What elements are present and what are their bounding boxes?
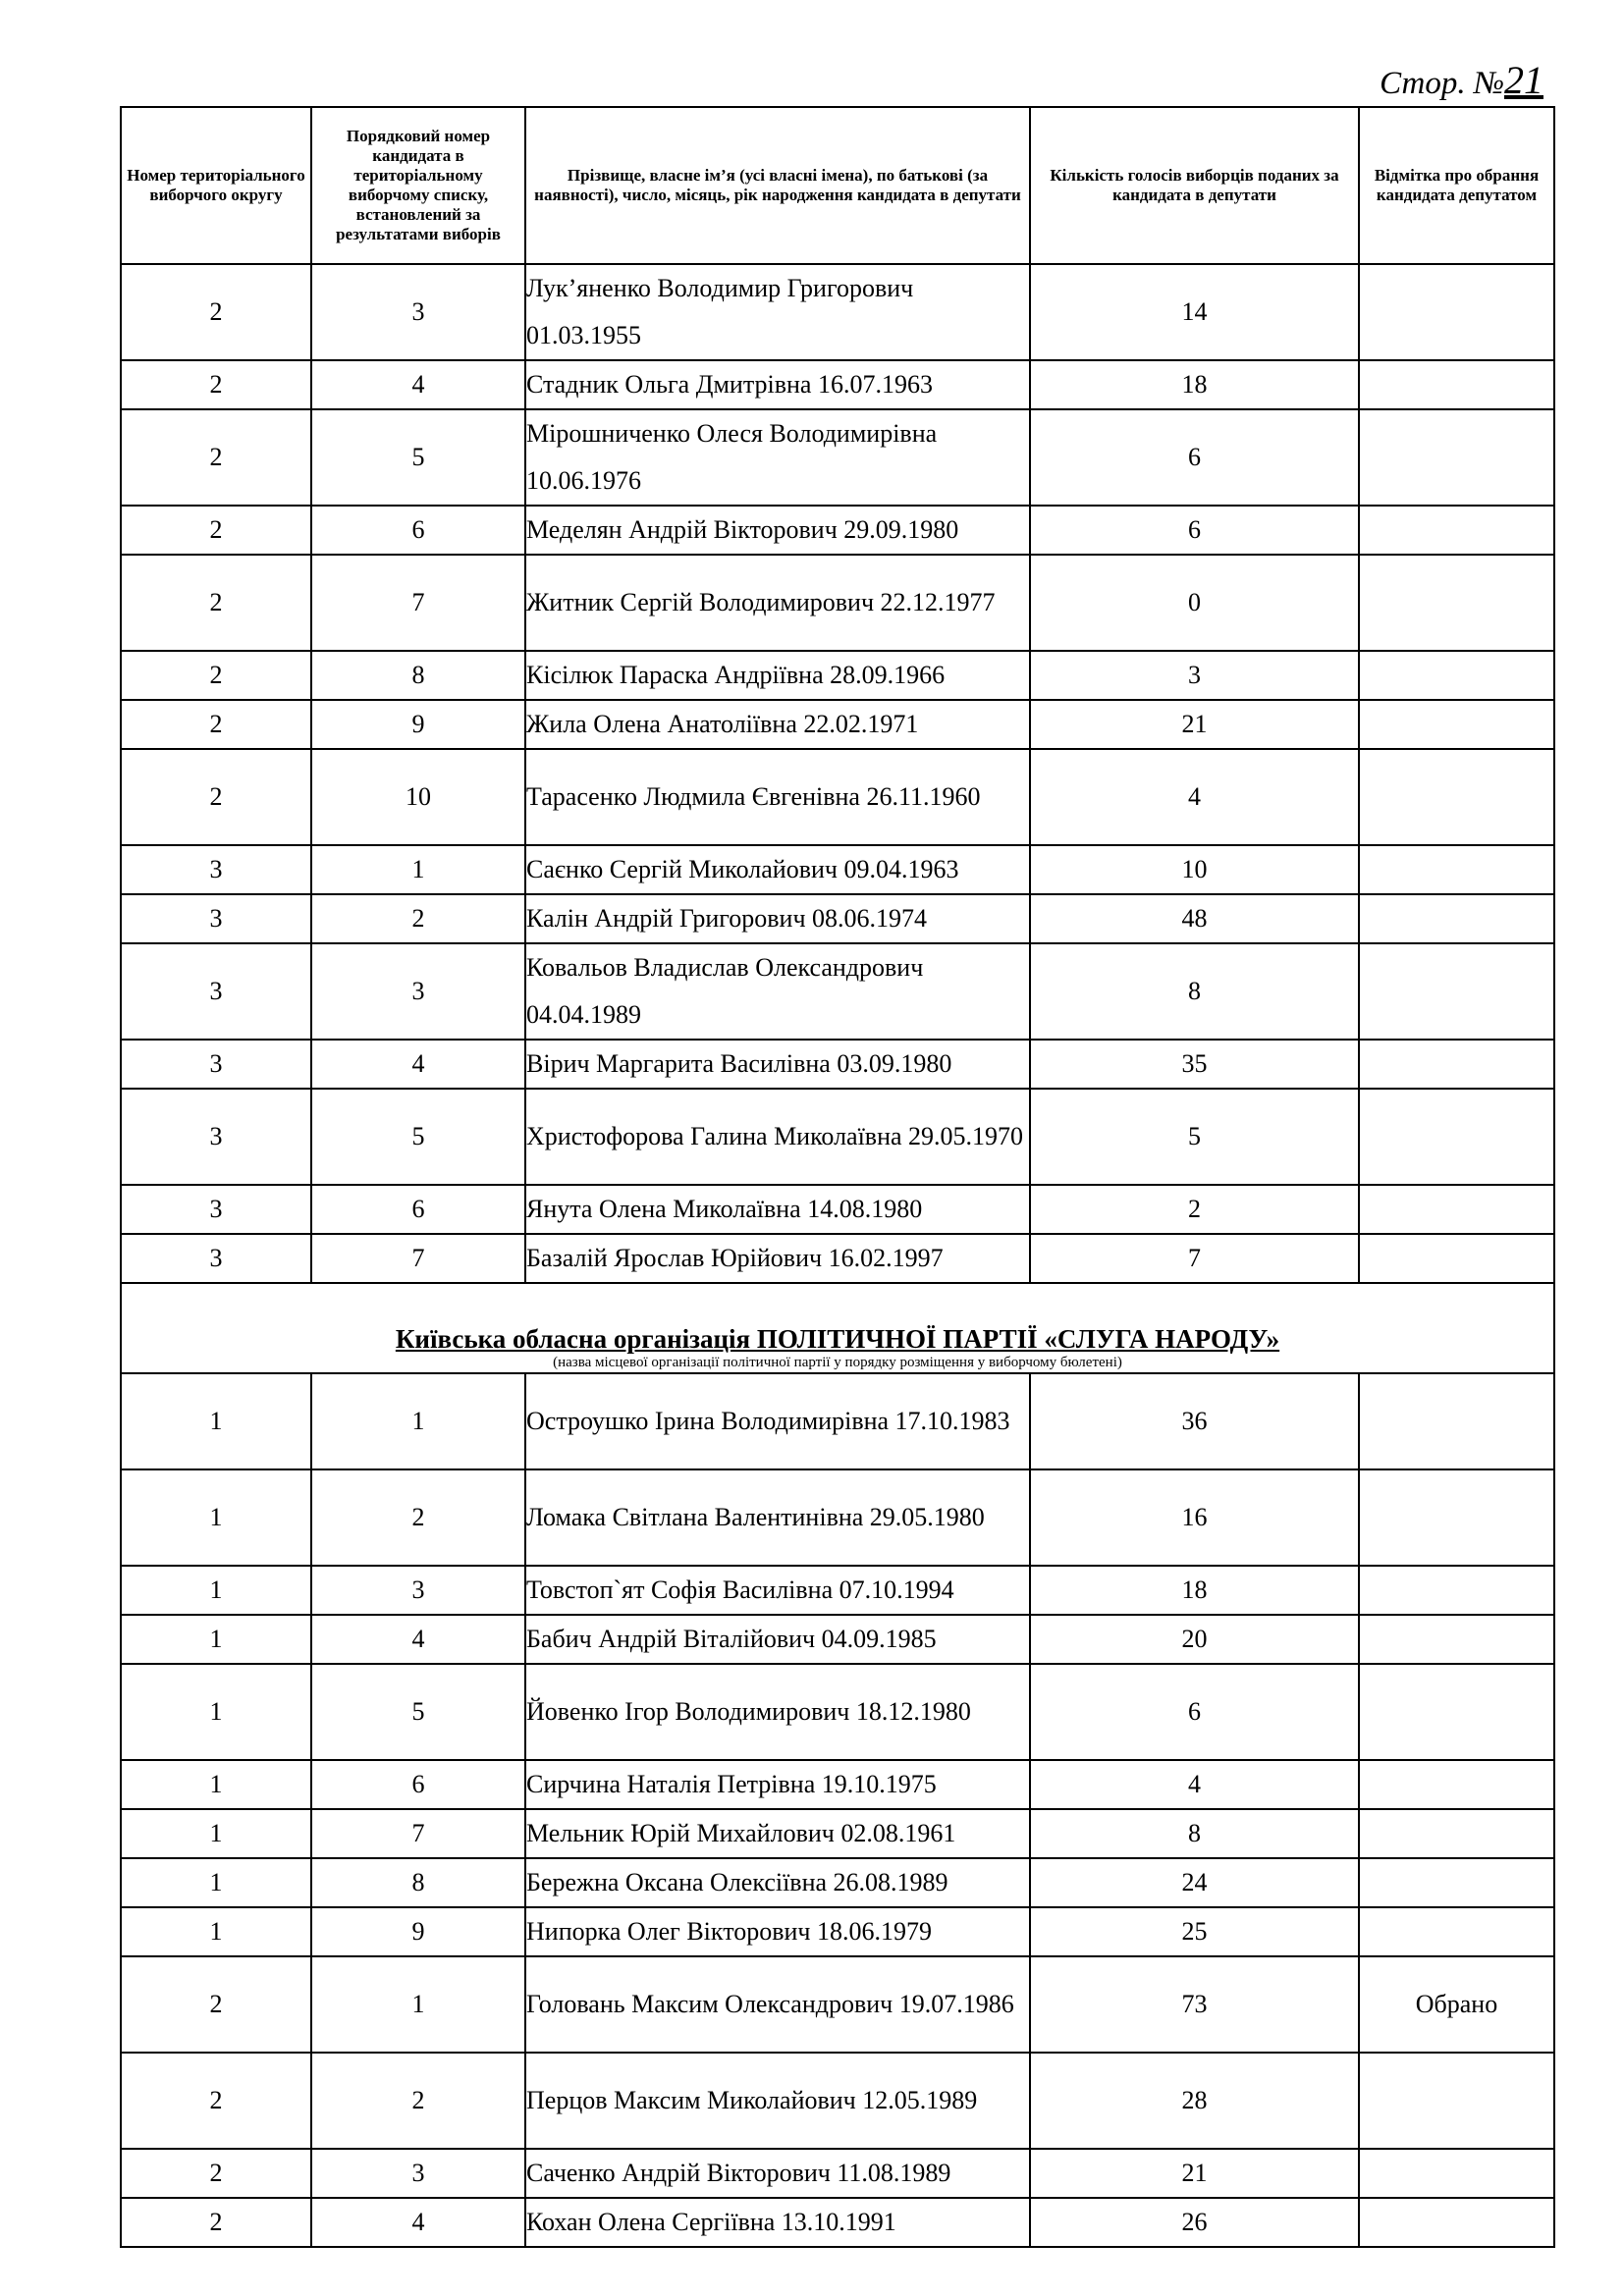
cell-name: Вірич Маргарита Василівна 03.09.1980	[525, 1040, 1030, 1089]
cell-votes: 6	[1030, 1664, 1359, 1760]
cell-district: 1	[121, 1566, 311, 1615]
cell-elected	[1359, 2053, 1554, 2149]
cell-elected	[1359, 1664, 1554, 1760]
cell-elected: Обрано	[1359, 1956, 1554, 2053]
cell-elected	[1359, 264, 1554, 360]
cell-elected	[1359, 1469, 1554, 1566]
cell-position: 7	[311, 1809, 525, 1858]
cell-district: 2	[121, 700, 311, 749]
cell-position: 8	[311, 651, 525, 700]
table-row	[121, 1956, 1554, 2053]
table-row	[121, 1566, 1554, 1615]
cell-name: Базалій Ярослав Юрійович 16.02.1997	[525, 1234, 1030, 1283]
table-row	[121, 894, 1554, 943]
cell-elected	[1359, 409, 1554, 506]
cell-name: Бабич Андрій Віталійович 04.09.1985	[525, 1615, 1030, 1664]
cell-position: 7	[311, 1234, 525, 1283]
cell-votes: 36	[1030, 1373, 1359, 1469]
cell-district: 2	[121, 749, 311, 845]
cell-position: 4	[311, 360, 525, 409]
cell-position: 3	[311, 943, 525, 1040]
cell-votes: 18	[1030, 1566, 1359, 1615]
cell-votes: 20	[1030, 1615, 1359, 1664]
cell-elected	[1359, 700, 1554, 749]
table-row	[121, 651, 1554, 700]
cell-name: Йовенко Ігор Володимирович 18.12.1980	[525, 1664, 1030, 1760]
cell-name: Стадник Ольга Дмитрівна 16.07.1963	[525, 360, 1030, 409]
cell-votes: 2	[1030, 1185, 1359, 1234]
cell-votes: 35	[1030, 1040, 1359, 1089]
table-row	[121, 700, 1554, 749]
cell-name: Мірошниченко Олеся Володимирівна 10.06.1976	[525, 409, 1030, 506]
table-row	[121, 1089, 1554, 1185]
table-row	[121, 555, 1554, 651]
table-row	[121, 1907, 1554, 1956]
cell-name: Калін Андрій Григорович 08.06.1974	[525, 894, 1030, 943]
cell-elected	[1359, 506, 1554, 555]
page-number	[1380, 57, 1543, 103]
cell-district: 2	[121, 555, 311, 651]
cell-name: Жила Олена Анатоліївна 22.02.1971	[525, 700, 1030, 749]
cell-position: 6	[311, 506, 525, 555]
cell-elected	[1359, 1566, 1554, 1615]
cell-votes: 3	[1030, 651, 1359, 700]
cell-position: 5	[311, 409, 525, 506]
table-row	[121, 2149, 1554, 2198]
cell-position: 9	[311, 700, 525, 749]
cell-district: 2	[121, 360, 311, 409]
header-votes: Кількість голосів виборців поданих за кандидата в депутати	[1030, 107, 1359, 264]
cell-name: Ломака Світлана Валентинівна 29.05.1980	[525, 1469, 1030, 1566]
cell-elected	[1359, 1373, 1554, 1469]
cell-elected	[1359, 1234, 1554, 1283]
cell-elected	[1359, 1858, 1554, 1907]
cell-elected	[1359, 2149, 1554, 2198]
page-number-label: Стор. №	[1380, 66, 1504, 101]
cell-position: 4	[311, 1040, 525, 1089]
cell-name: Меделян Андрій Вікторович 29.09.1980	[525, 506, 1030, 555]
cell-district: 2	[121, 506, 311, 555]
table-row	[121, 1809, 1554, 1858]
cell-votes: 8	[1030, 1809, 1359, 1858]
cell-position: 2	[311, 2053, 525, 2149]
cell-elected	[1359, 1089, 1554, 1185]
cell-votes: 4	[1030, 749, 1359, 845]
cell-votes: 0	[1030, 555, 1359, 651]
cell-district: 2	[121, 651, 311, 700]
cell-district: 2	[121, 2198, 311, 2247]
cell-elected	[1359, 1615, 1554, 1664]
cell-votes: 73	[1030, 1956, 1359, 2053]
cell-name: Тарасенко Людмила Євгенівна 26.11.1960	[525, 749, 1030, 845]
header-district: Номер територіального виборчого округу	[121, 107, 311, 264]
cell-name: Головань Максим Олександрович 19.07.1986	[525, 1956, 1030, 2053]
cell-elected	[1359, 1907, 1554, 1956]
cell-name: Сирчина Наталія Петрівна 19.10.1975	[525, 1760, 1030, 1809]
cell-district: 3	[121, 845, 311, 894]
cell-elected	[1359, 1040, 1554, 1089]
cell-votes: 21	[1030, 700, 1359, 749]
cell-votes: 4	[1030, 1760, 1359, 1809]
cell-votes: 26	[1030, 2198, 1359, 2247]
table-row	[121, 1664, 1554, 1760]
cell-votes: 18	[1030, 360, 1359, 409]
cell-name: Житник Сергій Володимирович 22.12.1977	[525, 555, 1030, 651]
table-row	[121, 1234, 1554, 1283]
cell-votes: 7	[1030, 1234, 1359, 1283]
cell-elected	[1359, 360, 1554, 409]
cell-position: 1	[311, 1373, 525, 1469]
cell-district: 1	[121, 1615, 311, 1664]
cell-elected	[1359, 943, 1554, 1040]
table-row	[121, 1373, 1554, 1469]
table-row	[121, 360, 1554, 409]
cell-district: 3	[121, 943, 311, 1040]
party-row	[121, 1283, 1554, 1373]
table-row	[121, 506, 1554, 555]
cell-name: Лук’яненко Володимир Григорович 01.03.1955	[525, 264, 1030, 360]
cell-name: Нипорка Олег Вікторович 18.06.1979	[525, 1907, 1030, 1956]
cell-votes: 8	[1030, 943, 1359, 1040]
cell-position: 8	[311, 1858, 525, 1907]
cell-elected	[1359, 1809, 1554, 1858]
cell-position: 7	[311, 555, 525, 651]
cell-district: 1	[121, 1469, 311, 1566]
cell-position: 3	[311, 2149, 525, 2198]
cell-position: 5	[311, 1664, 525, 1760]
cell-name: Перцов Максим Миколайович 12.05.1989	[525, 2053, 1030, 2149]
cell-district: 1	[121, 1664, 311, 1760]
table-row	[121, 1469, 1554, 1566]
table-row	[121, 845, 1554, 894]
cell-position: 3	[311, 1566, 525, 1615]
cell-votes: 6	[1030, 409, 1359, 506]
table-row	[121, 1040, 1554, 1089]
results-table	[120, 106, 1555, 2248]
cell-position: 6	[311, 1185, 525, 1234]
cell-district: 3	[121, 1185, 311, 1234]
party-cell	[121, 1283, 1554, 1373]
cell-district: 1	[121, 1907, 311, 1956]
cell-district: 3	[121, 894, 311, 943]
cell-name: Саєнко Сергій Миколайович 09.04.1963	[525, 845, 1030, 894]
cell-elected	[1359, 1185, 1554, 1234]
cell-position: 3	[311, 264, 525, 360]
cell-position: 5	[311, 1089, 525, 1185]
cell-position: 6	[311, 1760, 525, 1809]
cell-position: 10	[311, 749, 525, 845]
cell-votes: 16	[1030, 1469, 1359, 1566]
cell-elected	[1359, 2198, 1554, 2247]
cell-district: 1	[121, 1809, 311, 1858]
table-row	[121, 749, 1554, 845]
cell-district: 2	[121, 409, 311, 506]
cell-district: 2	[121, 2053, 311, 2149]
table-row	[121, 264, 1554, 360]
cell-district: 1	[121, 1858, 311, 1907]
cell-district: 2	[121, 1956, 311, 2053]
cell-votes: 14	[1030, 264, 1359, 360]
cell-elected	[1359, 555, 1554, 651]
cell-district: 3	[121, 1040, 311, 1089]
cell-name: Кісілюк Параска Андріївна 28.09.1966	[525, 651, 1030, 700]
cell-elected	[1359, 1760, 1554, 1809]
table-row	[121, 1858, 1554, 1907]
cell-district: 3	[121, 1089, 311, 1185]
cell-position: 9	[311, 1907, 525, 1956]
table-row	[121, 1760, 1554, 1809]
cell-position: 4	[311, 1615, 525, 1664]
cell-name: Саченко Андрій Вікторович 11.08.1989	[525, 2149, 1030, 2198]
header-position: Порядковий номер кандидата в територіальному виборчому списку, встановлений за результатами виборів	[311, 107, 525, 264]
cell-name: Христофорова Галина Миколаївна 29.05.1970	[525, 1089, 1030, 1185]
cell-votes: 28	[1030, 2053, 1359, 2149]
cell-district: 3	[121, 1234, 311, 1283]
cell-elected	[1359, 651, 1554, 700]
party-title: Київська обласна організація ПОЛІТИЧНОЇ ПАРТІЇ «СЛУГА НАРОДУ»	[395, 1324, 1280, 1354]
table-row	[121, 1185, 1554, 1234]
cell-votes: 10	[1030, 845, 1359, 894]
cell-name: Ковальов Владислав Олександрович 04.04.1989	[525, 943, 1030, 1040]
cell-votes: 21	[1030, 2149, 1359, 2198]
header-name: Прізвище, власне ім’я (усі власні імена), по батькові (за наявності), число, місяць, рік народження кандидата в депутати	[525, 107, 1030, 264]
cell-name: Янута Олена Миколаївна 14.08.1980	[525, 1185, 1030, 1234]
cell-position: 1	[311, 845, 525, 894]
cell-name: Кохан Олена Сергіївна 13.10.1991	[525, 2198, 1030, 2247]
cell-position: 2	[311, 894, 525, 943]
cell-elected	[1359, 845, 1554, 894]
page-number-value: 21	[1504, 58, 1543, 102]
cell-votes: 5	[1030, 1089, 1359, 1185]
cell-district: 1	[121, 1373, 311, 1469]
cell-name: Товстоп`ят Софія Василівна 07.10.1994	[525, 1566, 1030, 1615]
cell-position: 4	[311, 2198, 525, 2247]
table-row	[121, 943, 1554, 1040]
cell-elected	[1359, 894, 1554, 943]
cell-votes: 24	[1030, 1858, 1359, 1907]
cell-position: 2	[311, 1469, 525, 1566]
cell-votes: 48	[1030, 894, 1359, 943]
table-row	[121, 2053, 1554, 2149]
table-row	[121, 2198, 1554, 2247]
cell-district: 1	[121, 1760, 311, 1809]
cell-votes: 25	[1030, 1907, 1359, 1956]
cell-name: Бережна Оксана Олексіївна 26.08.1989	[525, 1858, 1030, 1907]
header-elected: Відмітка про обрання кандидата депутатом	[1359, 107, 1554, 264]
cell-name: Мельник Юрій Михайлович 02.08.1961	[525, 1809, 1030, 1858]
cell-elected	[1359, 749, 1554, 845]
table-row	[121, 1615, 1554, 1664]
cell-district: 2	[121, 264, 311, 360]
cell-votes: 6	[1030, 506, 1359, 555]
table-row	[121, 409, 1554, 506]
party-note: (назва місцевої організації політичної партії у порядку розміщення у виборчому бюлетені)	[553, 1355, 1122, 1370]
cell-district: 2	[121, 2149, 311, 2198]
table-header-row	[121, 107, 1554, 264]
cell-position: 1	[311, 1956, 525, 2053]
cell-name: Остроушко Ірина Володимирівна 17.10.1983	[525, 1373, 1030, 1469]
